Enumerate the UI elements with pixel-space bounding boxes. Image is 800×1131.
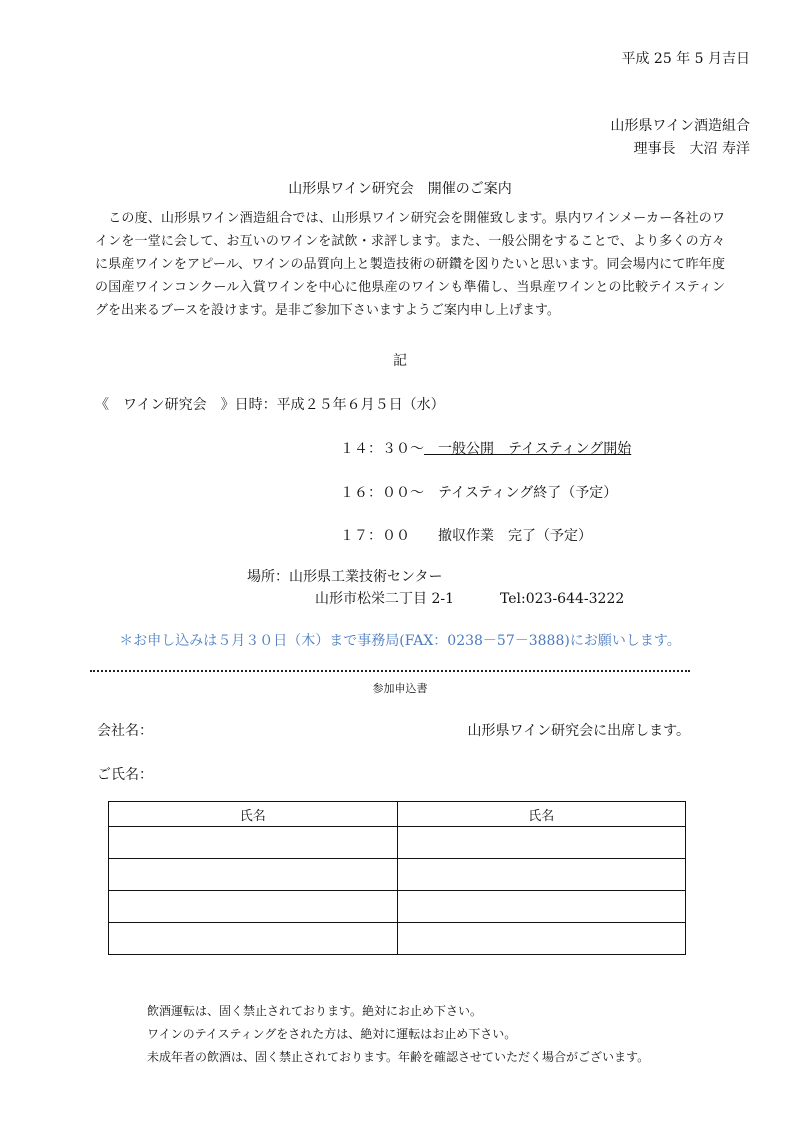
table-row <box>109 827 686 859</box>
ki-heading: 記 <box>393 353 407 369</box>
warning-underage-drinking: 未成年者の飲酒は、固く禁止されております。年齢を確認させていただく場合がございます。 <box>147 1050 650 1064</box>
schedule-item <box>340 525 592 545</box>
schedule-description: 撤収作業 完了（予定） <box>410 528 592 544</box>
table-row <box>109 923 686 955</box>
company-label: 会社名： <box>97 723 153 739</box>
name-cell[interactable] <box>397 827 686 859</box>
name-cell[interactable] <box>397 923 686 955</box>
warning-drunk-driving: 飲酒運転は、固く禁止されております。絶対にお止め下さい。 <box>147 1004 483 1018</box>
venue-address-line <box>315 588 624 608</box>
name-cell[interactable] <box>109 827 398 859</box>
name-cell[interactable] <box>109 923 398 955</box>
schedule-description: テイスティング終了（予定） <box>424 485 618 501</box>
introduction-paragraph <box>95 207 725 322</box>
cut-line-divider <box>90 670 690 672</box>
page-title: 山形県ワイン研究会 開催のご案内 <box>288 181 512 197</box>
schedule-time: １７：００ <box>340 528 410 544</box>
table-row <box>109 891 686 923</box>
document-date: 平成 25 年 5 月吉日 <box>621 51 750 67</box>
warning-no-driving-after-tasting: ワインのテイスティングをされた方は、絶対に運転はお止め下さい。 <box>147 1027 517 1041</box>
organization-name: 山形県ワイン酒造組合 <box>610 118 750 134</box>
name-cell[interactable] <box>109 859 398 891</box>
name-cell[interactable] <box>109 891 398 923</box>
venue-name: 場所：山形県工業技術センター <box>247 569 443 585</box>
table-row <box>109 859 686 891</box>
name-cell[interactable] <box>397 891 686 923</box>
name-cell[interactable] <box>397 859 686 891</box>
schedule-time: １４：３０～ <box>340 441 424 457</box>
schedule-description: 一般公開 テイスティング開始 <box>424 441 632 457</box>
chairman-name: 理事長 大沼 寿洋 <box>633 141 750 157</box>
venue-phone: Tel:023-644-3222 <box>500 591 625 607</box>
introduction-text: この度、山形県ワイン酒造組合では、山形県ワイン研究会を開催致します。県内ワインメーカー各社のワインを一堂に会して、お互いのワインを試飲・求評します。また、一般公開をすることで、より多くの方々に県産ワインをアピール、ワインの品質向上と製造技術の研鑽を図りたいと思います。同会場内にて昨年度の国産ワインコンクール入賞ワインを中心に他県産のワインも準備し、当県産ワインとの比較テイスティングを出来るブースを設けます。是非ご参加下さいますようご案内申し上げます。 <box>95 211 725 318</box>
schedule-time: １６：００～ <box>340 485 424 501</box>
application-notice: ＊お申し込みは５月３０日（木）まで事務局(FAX：0238－57－3888)にお願いします。 <box>119 633 681 649</box>
schedule-item <box>340 438 631 458</box>
schedule-item <box>340 482 617 502</box>
name-column-header: 氏名 <box>109 802 398 827</box>
participant-name-table <box>108 801 686 955</box>
person-name-label: ご氏名： <box>97 767 153 783</box>
name-column-header: 氏名 <box>397 802 686 827</box>
form-title: 参加申込書 <box>372 682 428 695</box>
venue-address: 山形市松栄二丁目 2-1 <box>315 591 454 607</box>
attendance-statement: 山形県ワイン研究会に出席します。 <box>467 723 690 739</box>
event-datetime: 《 ワイン研究会 》日時：平成２５年６月５日（水） <box>95 397 445 413</box>
table-header-row <box>109 802 686 827</box>
